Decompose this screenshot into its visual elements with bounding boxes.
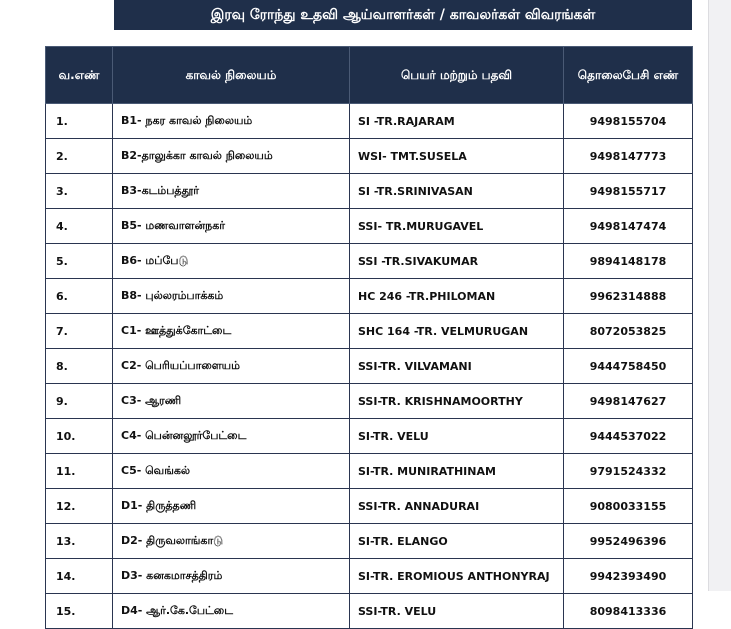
table-row <box>46 489 693 524</box>
patrol-officers-table <box>45 46 693 629</box>
header-name-and-rank: பெயர் மற்றும் பதவி <box>350 47 564 104</box>
table-body <box>46 104 693 629</box>
table-row <box>46 454 693 489</box>
table-row <box>46 104 693 139</box>
phone-number-cell: 9498147773 <box>564 139 693 174</box>
police-station-cell: D1- திருத்தணி <box>113 489 350 524</box>
police-station-cell: C1- ஊத்துக்கோட்டை <box>113 314 350 349</box>
police-station-cell: B2-தாலுக்கா காவல் நிலையம் <box>113 139 350 174</box>
serial-number-cell: 3. <box>46 174 113 209</box>
table-row <box>46 384 693 419</box>
table-row <box>46 209 693 244</box>
police-station-cell: D3- கனகமாசத்திரம் <box>113 559 350 594</box>
table-row <box>46 244 693 279</box>
header-phone-number: தொலைபேசி எண் <box>564 47 693 104</box>
police-station-cell: C2- பெரியப்பாளையம் <box>113 349 350 384</box>
serial-number-cell: 7. <box>46 314 113 349</box>
table-row <box>46 279 693 314</box>
serial-number-cell: 10. <box>46 419 113 454</box>
phone-number-cell: 9942393490 <box>564 559 693 594</box>
table-row <box>46 314 693 349</box>
officer-name-cell: HC 246 -TR.PHILOMAN <box>350 279 564 314</box>
police-station-cell: C4- பென்னலூர்பேட்டை <box>113 419 350 454</box>
serial-number-cell: 11. <box>46 454 113 489</box>
police-station-cell: B8- புல்லரம்பாக்கம் <box>113 279 350 314</box>
serial-number-cell: 12. <box>46 489 113 524</box>
table-row <box>46 559 693 594</box>
phone-number-cell: 9444537022 <box>564 419 693 454</box>
serial-number-cell: 5. <box>46 244 113 279</box>
officer-name-cell: SSI- TR.MURUGAVEL <box>350 209 564 244</box>
police-station-cell: C3- ஆரணி <box>113 384 350 419</box>
serial-number-cell: 14. <box>46 559 113 594</box>
officer-name-cell: SI-TR. MUNIRATHINAM <box>350 454 564 489</box>
phone-number-cell: 9498147627 <box>564 384 693 419</box>
table-row <box>46 524 693 559</box>
phone-number-cell: 9498155717 <box>564 174 693 209</box>
page-title: இரவு ரோந்து உதவி ஆய்வாளர்கள் / காவலர்கள் விவரங்கள் <box>114 0 692 30</box>
officer-name-cell: SSI-TR. VELU <box>350 594 564 629</box>
police-station-cell: D4- ஆர்.கே.பேட்டை <box>113 594 350 629</box>
table-header-row <box>46 47 693 104</box>
officer-name-cell: SHC 164 -TR. VELMURUGAN <box>350 314 564 349</box>
police-station-cell: B3-கடம்பத்தூர் <box>113 174 350 209</box>
header-police-station: காவல் நிலையம் <box>113 47 350 104</box>
phone-number-cell: 9894148178 <box>564 244 693 279</box>
officer-name-cell: SSI -TR.SIVAKUMAR <box>350 244 564 279</box>
officer-name-cell: SI-TR. VELU <box>350 419 564 454</box>
serial-number-cell: 15. <box>46 594 113 629</box>
police-station-cell: B1- நகர காவல் நிலையம் <box>113 104 350 139</box>
table-row <box>46 594 693 629</box>
serial-number-cell: 9. <box>46 384 113 419</box>
table-row <box>46 419 693 454</box>
officer-name-cell: SI -TR.SRINIVASAN <box>350 174 564 209</box>
phone-number-cell: 8098413336 <box>564 594 693 629</box>
serial-number-cell: 8. <box>46 349 113 384</box>
phone-number-cell: 9962314888 <box>564 279 693 314</box>
police-station-cell: B5- மணவாளன்நகர் <box>113 209 350 244</box>
serial-number-cell: 13. <box>46 524 113 559</box>
officer-name-cell: SI-TR. ELANGO <box>350 524 564 559</box>
phone-number-cell: 9498147474 <box>564 209 693 244</box>
phone-number-cell: 9080033155 <box>564 489 693 524</box>
header-serial-number: வ.எண் <box>46 47 113 104</box>
serial-number-cell: 1. <box>46 104 113 139</box>
phone-number-cell: 9498155704 <box>564 104 693 139</box>
officer-name-cell: SSI-TR. KRISHNAMOORTHY <box>350 384 564 419</box>
police-station-cell: C5- வெங்கல் <box>113 454 350 489</box>
officer-name-cell: SI-TR. EROMIOUS ANTHONYRAJ <box>350 559 564 594</box>
phone-number-cell: 9952496396 <box>564 524 693 559</box>
table-row <box>46 174 693 209</box>
officer-name-cell: SSI-TR. VILVAMANI <box>350 349 564 384</box>
police-station-cell: B6- மப்பேடு <box>113 244 350 279</box>
phone-number-cell: 9791524332 <box>564 454 693 489</box>
officer-name-cell: SI -TR.RAJARAM <box>350 104 564 139</box>
serial-number-cell: 2. <box>46 139 113 174</box>
serial-number-cell: 6. <box>46 279 113 314</box>
table-row <box>46 349 693 384</box>
serial-number-cell: 4. <box>46 209 113 244</box>
police-station-cell: D2- திருவலாங்காடு <box>113 524 350 559</box>
officer-name-cell: WSI- TMT.SUSELA <box>350 139 564 174</box>
phone-number-cell: 9444758450 <box>564 349 693 384</box>
phone-number-cell: 8072053825 <box>564 314 693 349</box>
officer-name-cell: SSI-TR. ANNADURAI <box>350 489 564 524</box>
viewer-edge <box>708 0 731 591</box>
table-row <box>46 139 693 174</box>
